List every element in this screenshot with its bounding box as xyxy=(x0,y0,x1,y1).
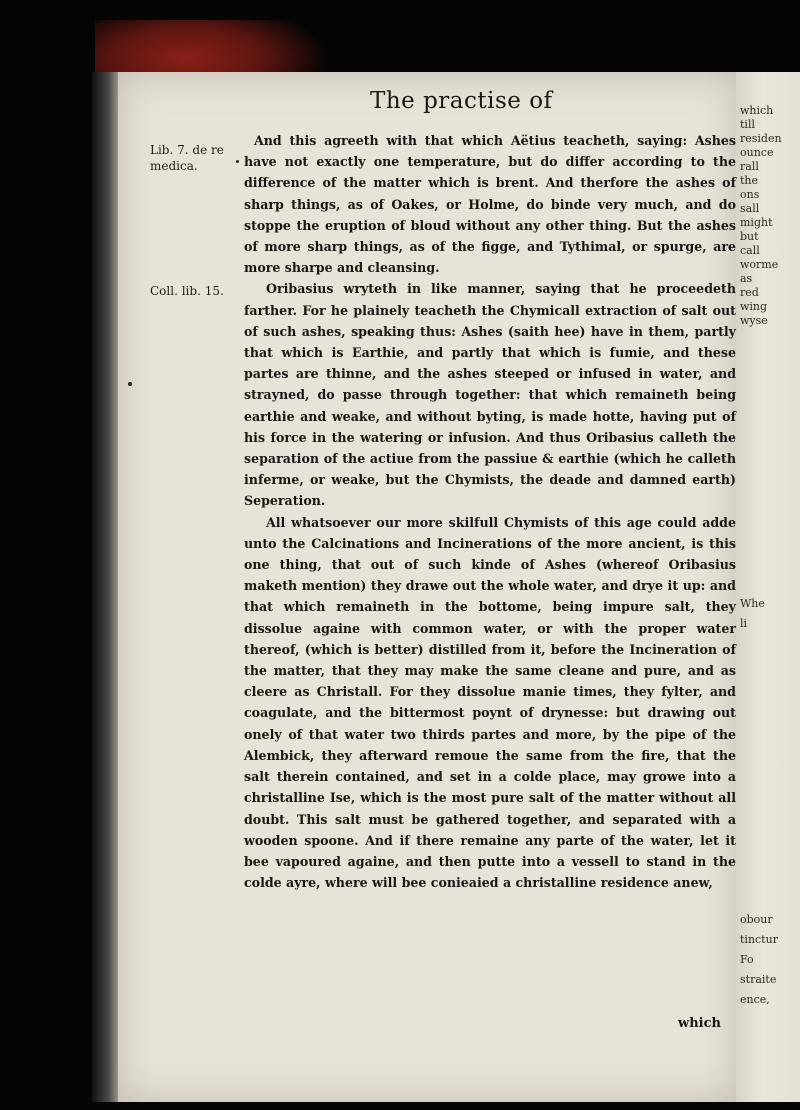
facing-page-line: Whe xyxy=(740,597,765,610)
facing-page-line: ons xyxy=(740,188,760,201)
paragraph-aetius: And this agreeth with that which Aëtius teacheth, saying: Ashes have not exactly one temperature, but do differ according to the difference of the matter which is brent. And therfore the ashes of sharp things, as of Oakes, or Holme, do binde very much, and do stoppe the eruption of bloud without any other thing. But the ashes of more sharp things, as of the figge, and Tythimal, or spurge, are more sharpe and cleansing. xyxy=(244,133,736,276)
ink-speck xyxy=(236,160,239,163)
facing-page-line: li xyxy=(740,617,748,630)
facing-page-line: sall xyxy=(740,202,760,215)
facing-page-line: as xyxy=(740,272,753,285)
facing-page-text-1 xyxy=(736,104,782,328)
main-text xyxy=(244,130,736,893)
facing-page-line: red xyxy=(740,286,759,299)
margin-note-citation-1: Lib. 7. de re medica. xyxy=(150,143,224,173)
facing-page-line: ounce xyxy=(740,146,774,159)
facing-page-edge xyxy=(736,72,800,1102)
facing-page-text-2 xyxy=(736,594,765,634)
facing-page-text-3 xyxy=(736,910,778,1010)
facing-page-line: wyse xyxy=(740,314,768,327)
facing-page-line: obour xyxy=(740,913,773,926)
facing-page-line: the xyxy=(740,174,759,187)
facing-page-line: worme xyxy=(740,258,779,271)
facing-page-line: Fo xyxy=(740,953,754,966)
facing-page-line: tinctur xyxy=(740,933,778,946)
facing-page-line: wing xyxy=(740,300,768,313)
facing-page-line: which xyxy=(740,104,774,117)
facing-page-line: residen xyxy=(740,132,782,145)
facing-page-line: call xyxy=(740,244,760,257)
facing-page-line: but xyxy=(740,230,759,243)
facing-page-line: rall xyxy=(740,160,759,173)
running-head: The practise of xyxy=(370,88,553,114)
facing-page-line: straite xyxy=(740,973,777,986)
paragraph-oribasius: Oribasius wryteth in like manner, saying that he proceedeth farther. For he plainely teacheth the Chymicall extraction of salt out of such ashes, speaking thus: Ashes (saith hee) have in them, partly that which is Earthie, and partly that which is fumie, and these partes are thinne, and the ashes steeped or infused in water, and strayned, do passe through together: that which remaineth being earthie and weake, and without byting, is made hotte, having put of his force in the watering or infusion. And thus Oribasius calleth the separation of the actiue from the passiue & earthie (which he calleth inferme, or weake, but the Chymists, the deade and damned earth) Seperation. xyxy=(244,281,736,509)
facing-page-line: ence, xyxy=(740,993,770,1006)
catchword: which xyxy=(678,1016,721,1031)
ink-speck xyxy=(128,382,132,386)
margin-note-citation-2: Coll. lib. 15. xyxy=(150,284,224,298)
facing-page-line: might xyxy=(740,216,773,229)
paragraph-chymists: All whatsoever our more skilfull Chymists of this age could adde unto the Calcinations and Incinerations of the more ancient, is this one thing, that out of such kinde of Ashes (whereof Oribasius maketh mention) they drawe out the whole water, and drye it up: and that which remaineth in the bottome, being impure salt, they dissolue againe with common water, or with the proper water thereof, (which is better) distilled from it, before the Incineration of the matter, that they may make the same cleane and pure, and as cleere as Christall. For they dissolue manie times, they fylter, and coagulate, and the bittermost poynt of drynesse: but drawing out onely of that water two thirds partes and more, by the pipe of the Alembick, they afterward remoue the same from the fire, that the salt therein contained, and set in a colde place, may growe into a christalline Ise, which is the most pure salt of the matter without all doubt. This salt must be gathered together, and separated with a wooden spoone. And if there remaine any parte of the water, let it bee vapoured againe, and then putte into a vessell to stand in the colde ayre, where will bee conieaied a christalline residence anew, xyxy=(244,514,736,891)
facing-page-line: till xyxy=(740,118,755,131)
